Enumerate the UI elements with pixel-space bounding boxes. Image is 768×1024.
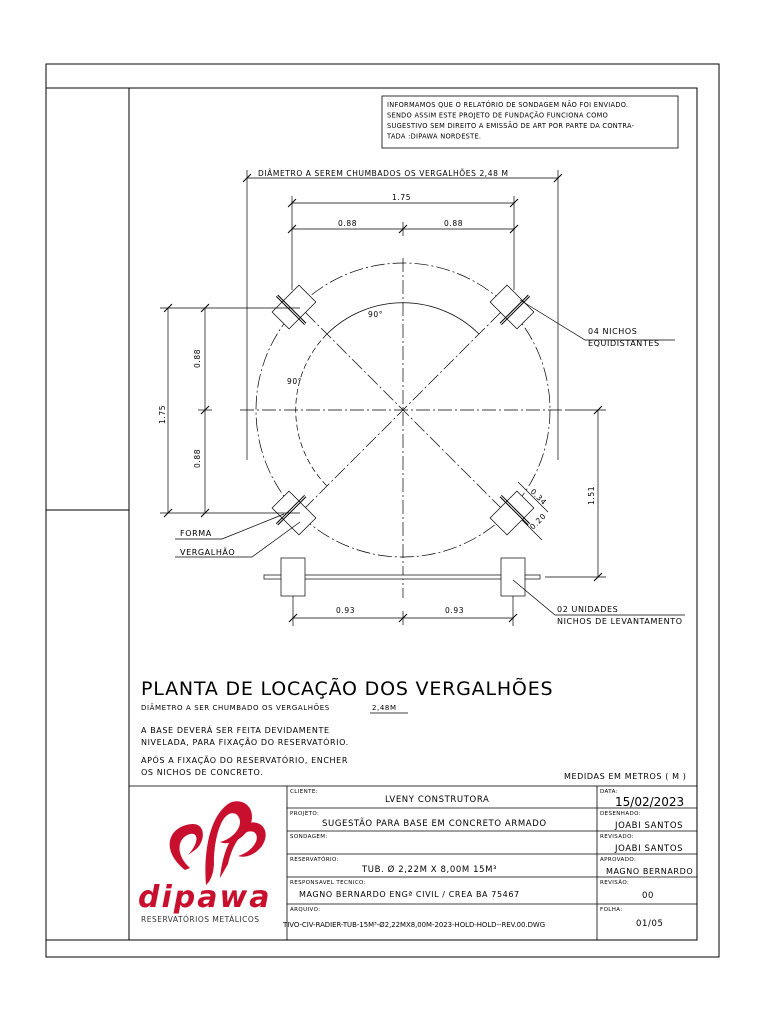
projeto-label: PROJETO: — [290, 811, 320, 817]
plan-subtitle-prefix: DIÂMETRO A SER CHUMBADO OS VERGALHÕES — [141, 704, 330, 712]
notice-box — [382, 96, 678, 148]
dim-bottom-left: 0.93 — [336, 606, 356, 615]
dim-right-vertical: 1.51 — [587, 485, 596, 505]
revisao-label: REVISÃO: — [600, 880, 630, 886]
lifting-niche-right — [501, 558, 525, 596]
dim-left-upper: 0.88 — [193, 348, 202, 368]
label-forma: FORMA — [180, 529, 212, 538]
label-lift-line2: NICHOS DE LEVANTAMENTO — [557, 617, 683, 626]
revisado-label: REVISADO: — [600, 834, 634, 840]
dipawa-logo — [138, 801, 271, 924]
plan-title: PLANTA DE LOCAÇÃO DOS VERGALHÕES — [141, 678, 554, 700]
note1-line1: A BASE DEVERÁ SER FEITA DEVIDAMENTE — [141, 726, 330, 735]
responsavel-value: MAGNO BERNARDO ENGª CIVIL / CREA BA 75467 — [299, 890, 520, 899]
folha-value: 01/05 — [636, 919, 664, 929]
folha-label: FOLHA: — [600, 907, 623, 913]
notice-line-2: SENDO ASSIM ESTE PROJETO DE FUNDAÇÃO FUNCIONA COMO — [387, 111, 609, 120]
note2-line2: OS NICHOS DE CONCRETO. — [141, 768, 264, 777]
notice-line-1: INFORMAMOS QUE O RELATÓRIO DE SONDAGEM NÃO FOI ENVIADO. — [387, 101, 629, 109]
desenhado-label: DESENHADO: — [600, 811, 642, 817]
desenhado-value: JOABI SANTOS — [615, 821, 684, 831]
dim-left-lower: 0.88 — [193, 448, 202, 468]
dim-bottom-right: 0.93 — [445, 606, 465, 615]
reservatorio-value: TUB. Ø 2,22M X 8,00M 15M³ — [362, 865, 498, 875]
logo-wordmark: dipawa — [138, 880, 272, 915]
notice-line-3: SUGESTIVO SEM DIREITO A EMISSÃO DE ART POR PARTE DA CONTRA- — [387, 122, 635, 130]
aprovado-value: MAGNO BERNARDO — [606, 867, 694, 876]
notice-line-4: TADA :DIPAWA NORDESTE. — [387, 132, 482, 141]
dim-niche-small-b: 0.20 — [528, 511, 548, 532]
label-lift-line1: 02 UNIDADES — [557, 605, 619, 614]
reservatorio-label: RESERVATÓRIO: — [290, 857, 339, 863]
angle-label-upper: 90° — [368, 310, 384, 319]
responsavel-label: RESPONSAVEL TECNICO: — [290, 880, 366, 886]
data-value: 15/02/2023 — [615, 795, 685, 809]
lifting-bar — [264, 575, 540, 579]
dim-diameter-label: DIÂMETRO A SEREM CHUMBADOS OS VERGALHÕES 2,48 M — [258, 169, 509, 178]
arquivo-label: ARQUIVO: — [290, 907, 321, 913]
dim-top-left: 0.88 — [338, 219, 358, 228]
dim-left-total: 1.75 — [158, 404, 167, 424]
dim-niche-small-a: 0.34 — [528, 487, 549, 507]
revisao-value: 00 — [642, 891, 655, 901]
aprovado-label: APROVADO: — [600, 857, 637, 863]
plan-drawing — [160, 170, 685, 626]
revisado-value: JOABI SANTOS — [615, 844, 684, 854]
projeto-value: SUGESTÃO PARA BASE EM CONCRETO ARMADO — [322, 819, 547, 829]
data-label: DATA: — [600, 789, 618, 795]
label-vergalhao: VERGALHÃO — [180, 548, 236, 557]
arquivo-value: TIVO-CIV-RADIER-TUB-15M³-Ø2,22MX8,00M-2023-HOLD-HOLD--REV.00.DWG — [283, 921, 546, 929]
note1-line2: NIVELADA, PARA FIXAÇÃO DO RESERVATÓRIO. — [141, 738, 349, 747]
angle-label-left: 90° — [287, 377, 303, 386]
lifting-niche-left — [281, 558, 305, 596]
note2-line1: APÓS A FIXAÇÃO DO RESERVATÓRIO, ENCHER — [141, 756, 348, 765]
sondagem-label: SONDAGEM: — [290, 834, 328, 840]
label-niches-line1: 04 NICHOS — [588, 327, 638, 336]
units-note: MEDIDAS EM METROS ( M ) — [564, 772, 687, 781]
cliente-value: LVENY CONSTRUTORA — [385, 795, 490, 805]
logo-mark — [170, 824, 203, 870]
niche-top-left — [266, 279, 321, 334]
plan-subtitle-value: 2,48M — [372, 704, 397, 712]
dim-top-right: 0.88 — [444, 219, 464, 228]
logo-tagline: RESERVATÓRIOS METÁLICOS — [141, 915, 260, 924]
label-niches-line2: EQUIDISTANTES — [588, 339, 660, 348]
dim-top-total: 1.75 — [392, 193, 412, 202]
cliente-label: CLIENTE: — [290, 789, 319, 795]
